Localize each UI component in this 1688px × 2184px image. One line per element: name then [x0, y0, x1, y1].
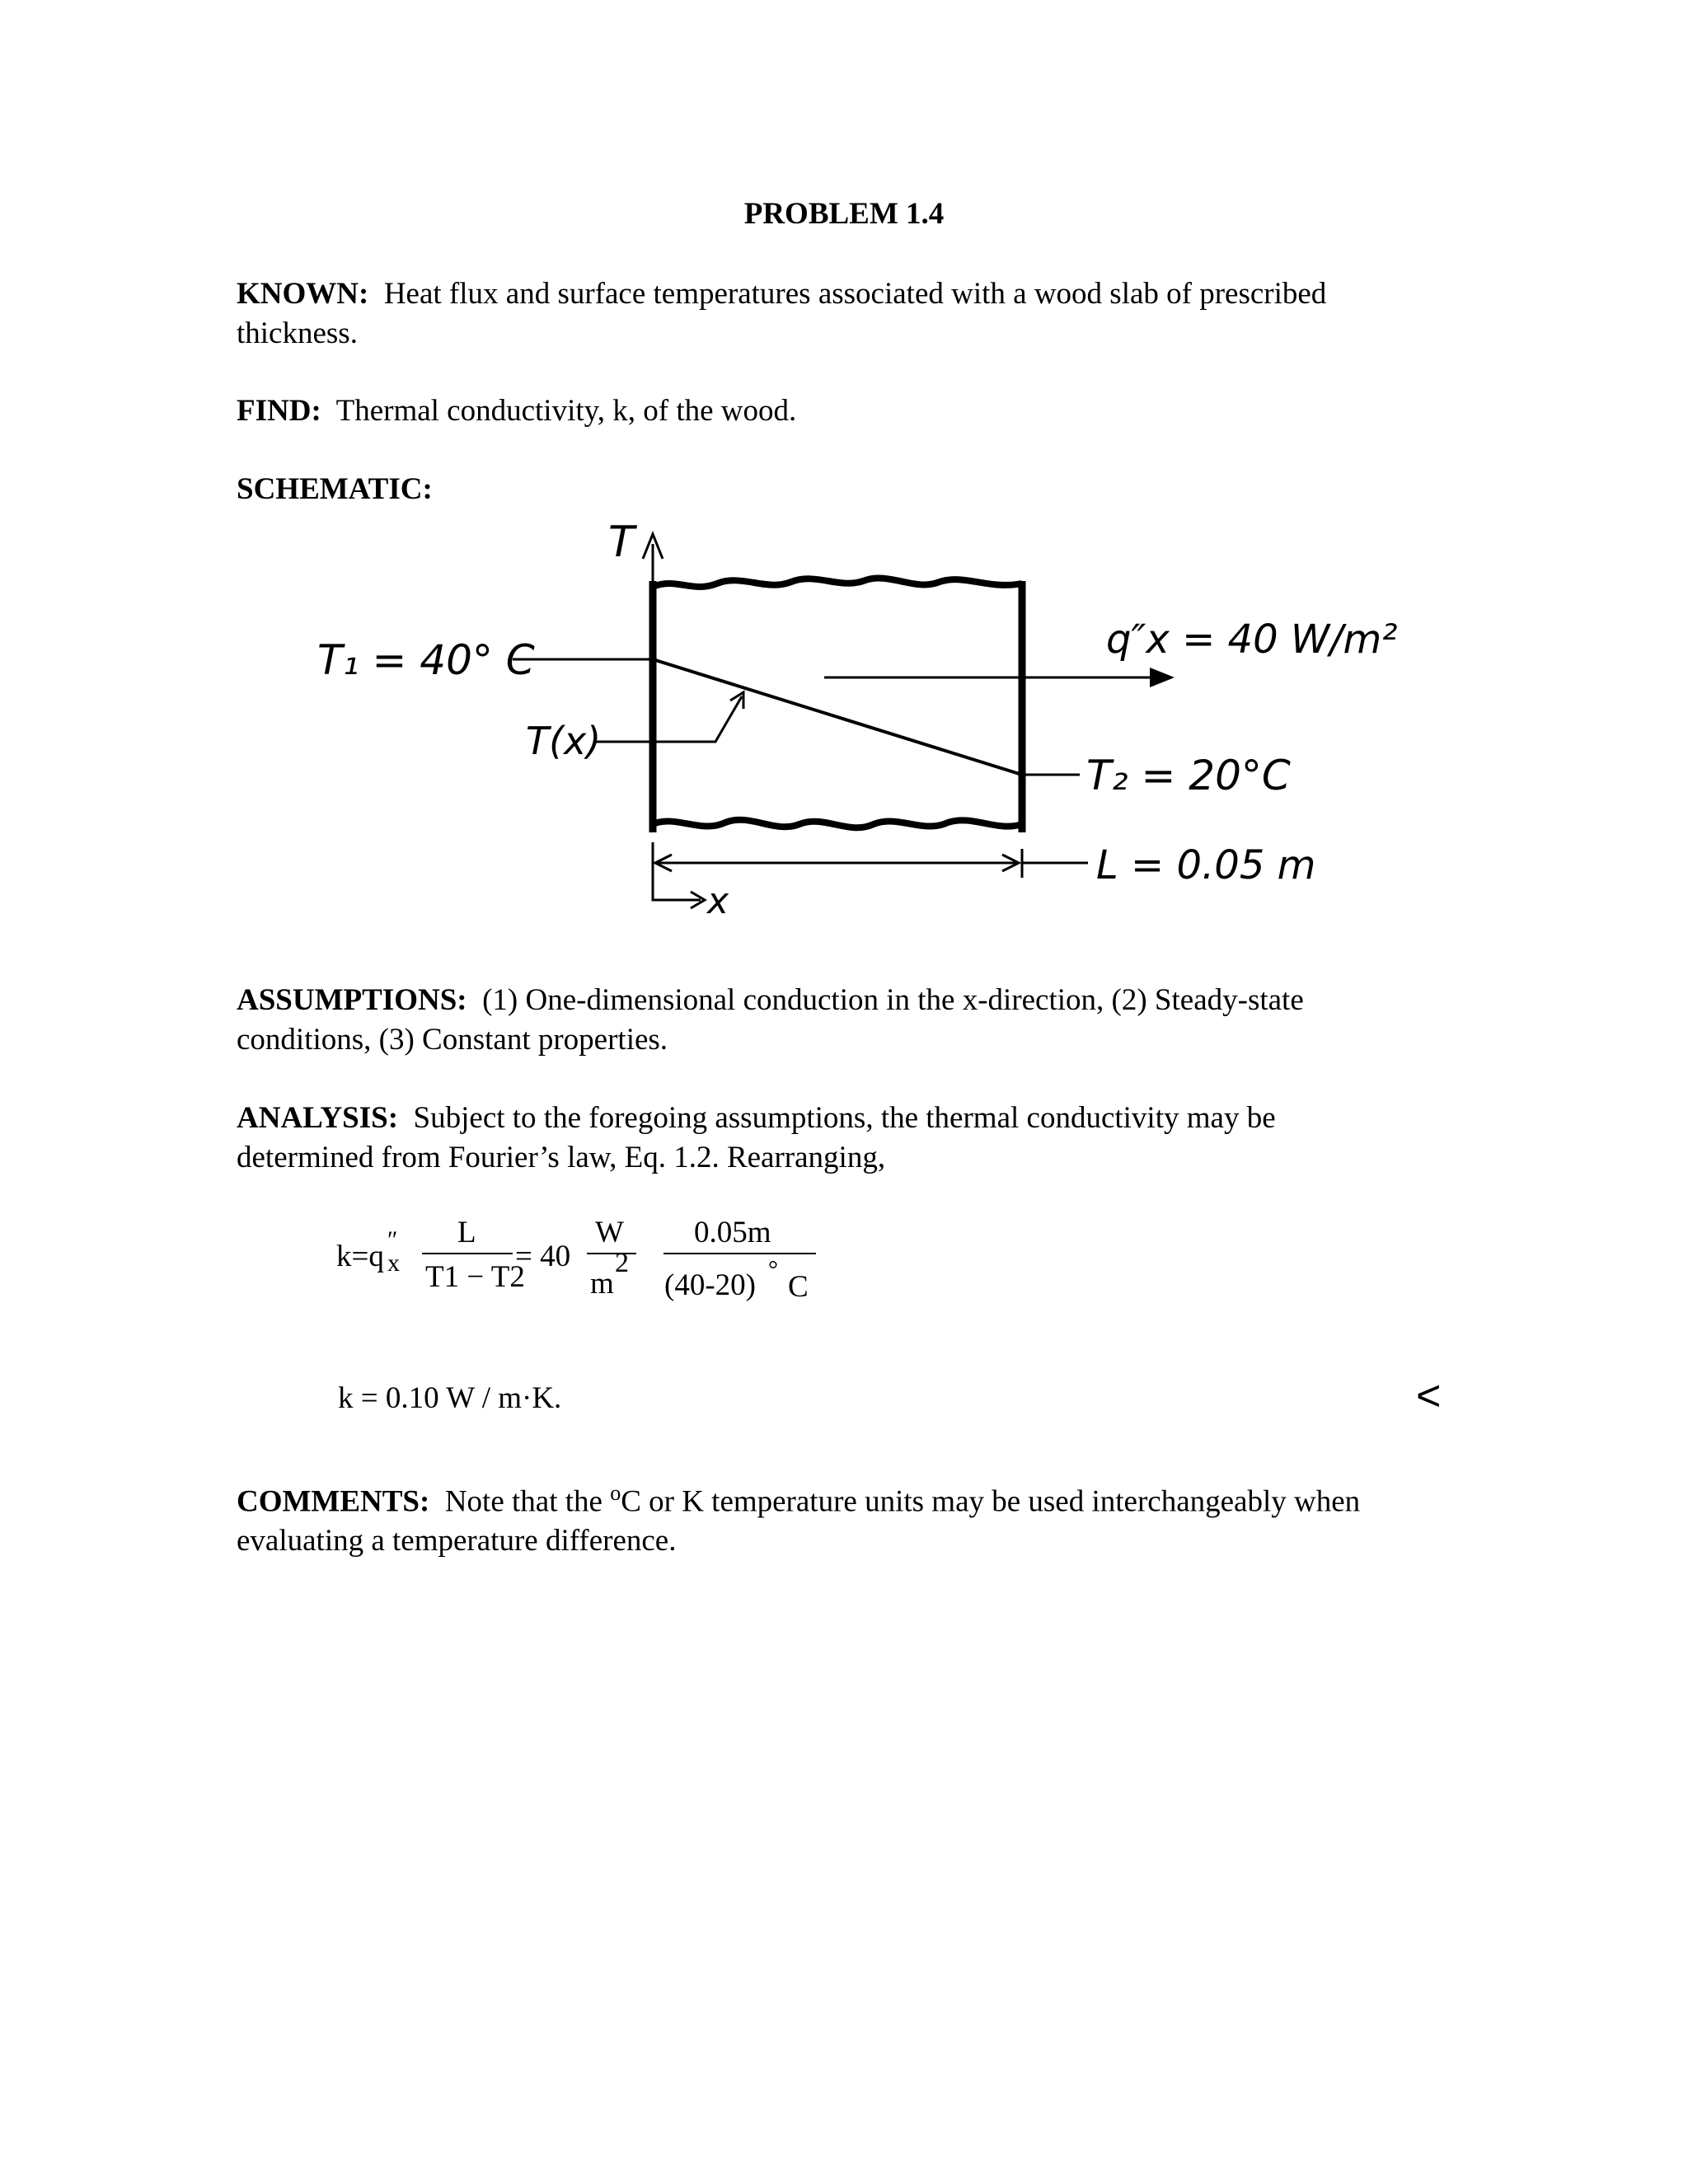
problem-title: PROBLEM 1.4 — [743, 197, 945, 231]
analysis-text-line2: determined from Fourier’s law, Eq. 1.2. Rearranging, — [237, 1141, 886, 1174]
eq-equals-40: = 40 — [515, 1240, 571, 1273]
result-equation: k = 0.10 W / m·K. — [338, 1381, 562, 1415]
analysis-section — [237, 1099, 1473, 1178]
comments-text-line2: evaluating a temperature difference. — [237, 1524, 677, 1558]
known-label: KNOWN: — [237, 277, 369, 311]
t-axis-label: T — [608, 518, 635, 567]
eq-frac2-num: W — [595, 1216, 624, 1249]
eq-frac2-den: m — [590, 1267, 614, 1301]
tx-leader-line — [593, 696, 742, 742]
eq-lhs: k=q — [336, 1240, 384, 1273]
eq-lhs-sup: ″ — [387, 1226, 398, 1254]
eq-frac3-den-unit: C — [788, 1270, 809, 1304]
tx-label: T(x) — [526, 719, 602, 763]
t2-label: T₂ = 20°C — [1086, 752, 1291, 799]
comments-degree: o — [610, 1481, 621, 1505]
eq-frac1-num: L — [457, 1216, 476, 1249]
known-text-line2: thickness. — [237, 316, 358, 350]
assumptions-text-line2: conditions, (3) Constant properties. — [237, 1023, 668, 1057]
comments-label: COMMENTS: — [237, 1484, 430, 1519]
find-label: FIND: — [237, 394, 321, 428]
comments-section — [237, 1474, 1555, 1561]
eq-frac3-den-sup: ° — [768, 1256, 778, 1283]
analysis-text-line1: Subject to the foregoing assumptions, the thermal conductivity may be — [413, 1101, 1276, 1135]
comments-text-a: Note that the — [444, 1484, 611, 1519]
eq-frac3-bar — [663, 1253, 816, 1254]
eq-lhs-sub: x — [387, 1249, 400, 1277]
assumptions-section — [237, 981, 1473, 1060]
assumptions-label: ASSUMPTIONS: — [237, 983, 467, 1017]
slab-bottom-edge — [653, 820, 1022, 828]
eq-frac3-num: 0.05m — [694, 1216, 771, 1249]
assumptions-text-line1: (1) One-dimensional conduction in the x-direction, (2) Steady-state — [482, 983, 1304, 1017]
find-text: Thermal conductivity, k, of the wood. — [335, 394, 797, 428]
heat-flux-label: q″x = 40 W/m² — [1106, 616, 1398, 663]
slab-top-edge — [653, 578, 1022, 587]
t1-label: T₁ = 40° C — [317, 636, 535, 684]
schematic-label: SCHEMATIC: — [237, 472, 433, 506]
heat-flux-arrow-icon — [1150, 668, 1175, 687]
x-axis-label: x — [707, 880, 729, 922]
analysis-label: ANALYSIS: — [237, 1101, 399, 1135]
eq-frac1-bar — [422, 1253, 513, 1254]
eq-frac3-den: (40-20) — [664, 1268, 756, 1302]
x-axis-line — [653, 874, 701, 900]
eq-frac1-den: T1 − T2 — [425, 1260, 525, 1294]
eq-frac2-den-sup: 2 — [615, 1248, 629, 1278]
length-label: L = 0.05 m — [1096, 842, 1316, 888]
comments-text-b: C or K temperature units may be used interchangeably when — [621, 1484, 1361, 1519]
eq-frac2-bar — [587, 1253, 636, 1254]
known-text-line1: Heat flux and surface temperatures associated with a wood slab of prescribed — [383, 277, 1327, 311]
result-mark: < — [1416, 1372, 1442, 1420]
